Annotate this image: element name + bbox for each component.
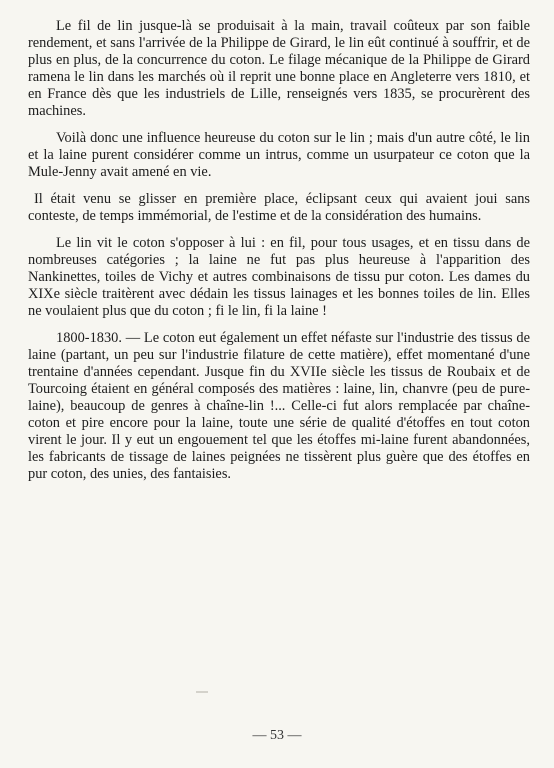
print-speck bbox=[196, 691, 208, 693]
paragraph-4: Le lin vit le coton s'opposer à lui : en fil, pour tous usages, et en tissu dans de nombreuses catégories ; la laine ne fut pas plus heureuse à l'apparition des Nankinettes, toiles de Vichy et autres combinaisons de tissu pur coton. Les dames du XIXe siècle traitèrent avec dédain les tissus lainages et les bonnes toiles de lin. Elles ne voulaient plus que du coton ; fi le lin, fi la laine ! bbox=[28, 235, 530, 319]
paragraph-3: Il était venu se glisser en première place, éclipsant ceux qui avaient joui sans conteste, de temps immémorial, de l'estime et de la considération des humains. bbox=[28, 191, 530, 224]
paragraph-5: 1800-1830. — Le coton eut également un effet néfaste sur l'industrie des tissus de laine (partant, un peu sur l'industrie filature de cette matière), effet momentané d'une trentaine d'années cependant. Jusque fin du XVIIe siècle les tissus de Roubaix et de Tourcoing étaient en général composés des matières : laine, lin, chanvre (peu de pure-laine), beaucoup de genres à chaîne-lin !... Celle-ci fut alors remplacée par chaîne-coton et pire encore pour la laine, toute une série de qualité d'étoffes en tout coton virent le jour. Il y eut un engouement tel que les étoffes mi-laine furent abandonnées, les fabricants de tissage de laines peignées ne tissèrent plus guère que des étoffes en pur coton, des unies, des fantaisies. bbox=[28, 330, 530, 482]
paragraph-2: Voilà donc une influence heureuse du coton sur le lin ; mais d'un autre côté, le lin et la laine purent considérer comme un intrus, comme un usurpateur ce coton que la Mule-Jenny avait amené en vie. bbox=[28, 130, 530, 180]
page-number: — 53 — bbox=[252, 728, 302, 743]
page-body bbox=[28, 18, 530, 493]
paragraph-1: Le fil de lin jusque-là se produisait à la main, travail coûteux par son faible rendement, et sans l'arrivée de la Philippe de Girard, le lin eût continué à souffrir, et de plus en plus, de la concurrence du coton. Le filage mécanique de la Philippe de Girard ramena le lin dans les marchés où il reprit une bonne place en Angleterre vers 1810, et en France dès que les industriels de Lille, renseignés vers 1835, se procurèrent des machines. bbox=[28, 18, 530, 119]
